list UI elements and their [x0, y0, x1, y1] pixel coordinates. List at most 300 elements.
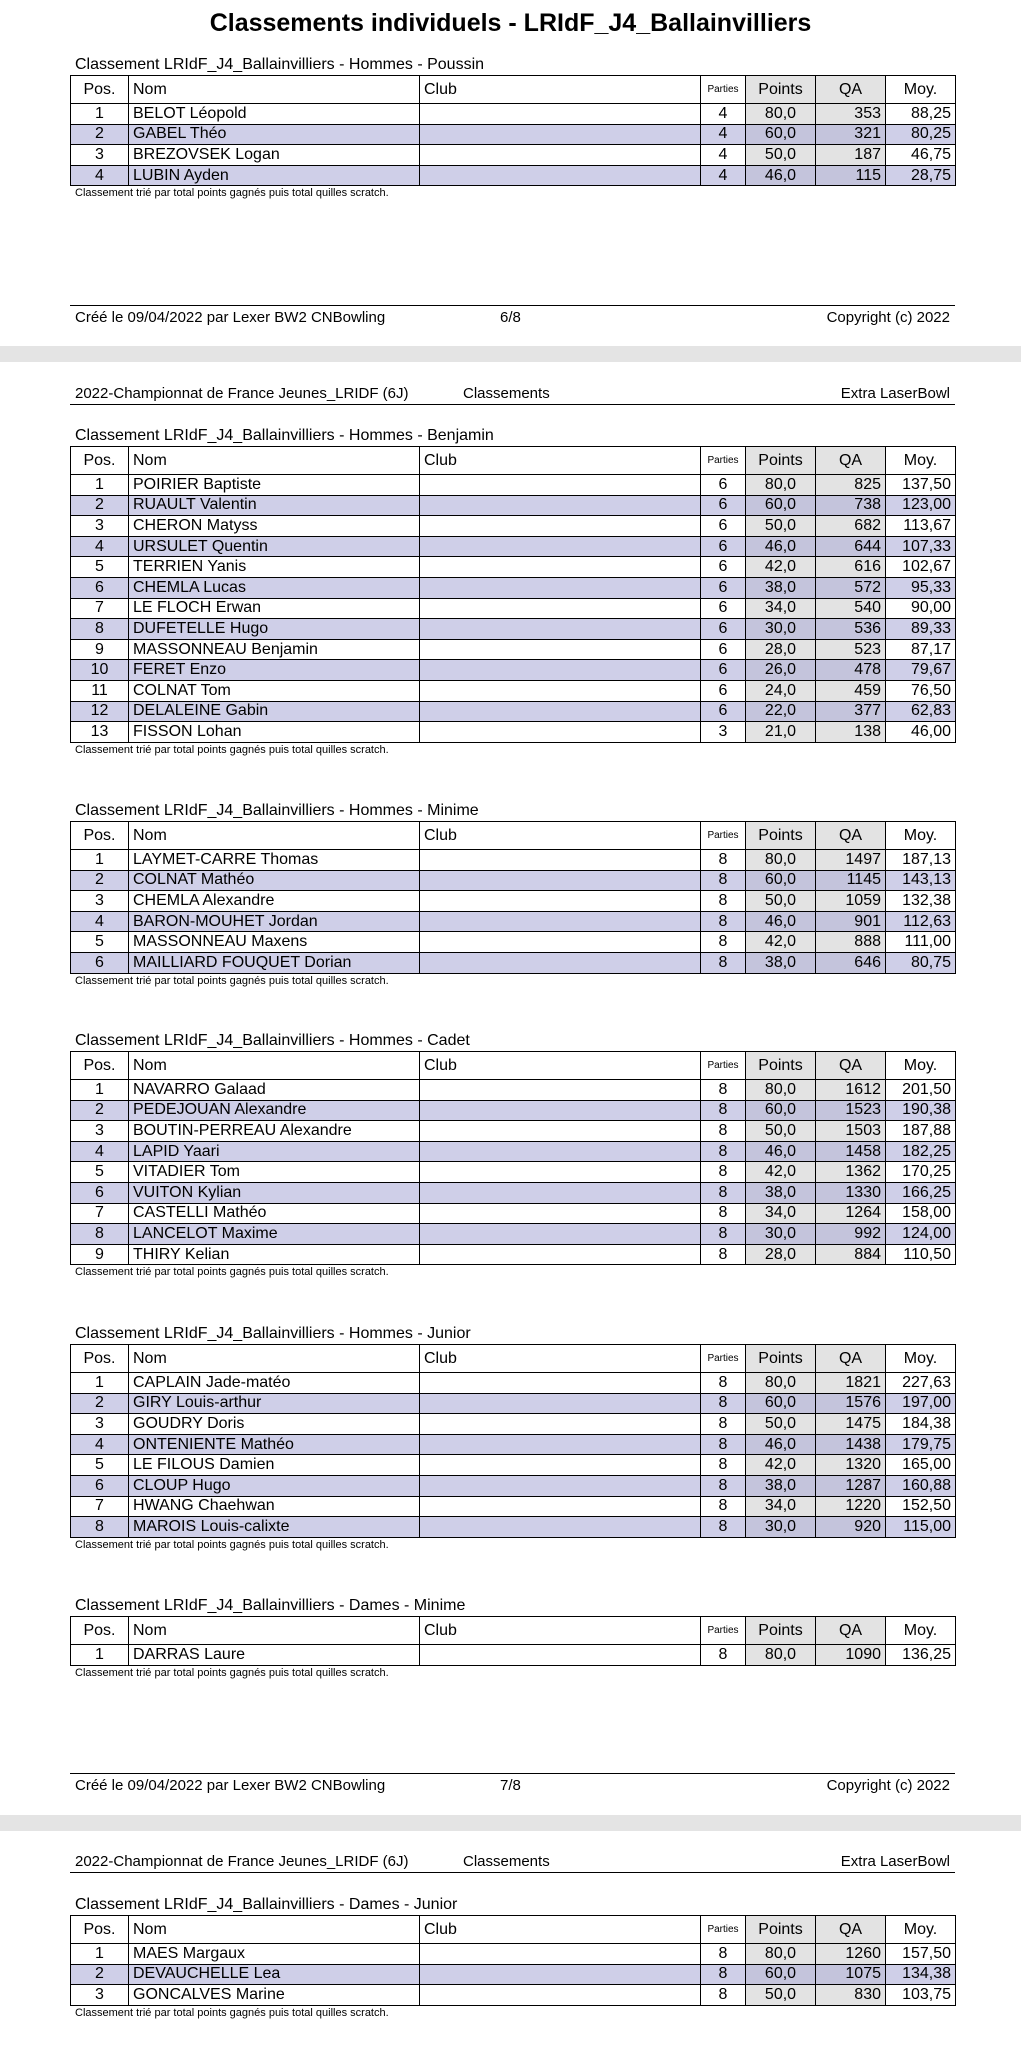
col-header-moy: Moy. — [886, 1916, 956, 1944]
ranking-table — [70, 1344, 956, 1538]
cell-points: 34,0 — [746, 598, 816, 619]
cell-qa: 646 — [816, 952, 886, 973]
cell-nom: HWANG Chaehwan — [129, 1496, 420, 1517]
cell-nom: PEDEJOUAN Alexandre — [129, 1100, 420, 1121]
cell-parties: 8 — [701, 1944, 746, 1965]
cell-club — [420, 1434, 701, 1455]
cell-moy: 113,67 — [886, 516, 956, 537]
cell-club — [420, 1203, 701, 1224]
cell-parties: 4 — [701, 165, 746, 186]
table-row — [71, 1393, 956, 1414]
header-venue: Extra LaserBowl — [840, 385, 950, 402]
cell-nom: MASSONNEAU Maxens — [129, 932, 420, 953]
table-row — [71, 722, 956, 743]
cell-pos: 4 — [71, 536, 129, 557]
cell-points: 60,0 — [746, 1100, 816, 1121]
section-title: Classement LRIdF_J4_Ballainvilliers - Dames - Minime — [75, 1597, 466, 1614]
cell-parties: 3 — [701, 722, 746, 743]
table-row — [71, 850, 956, 871]
cell-points: 46,0 — [746, 1434, 816, 1455]
footer-created: Créé le 09/04/2022 par Lexer BW2 CNBowling — [75, 309, 386, 326]
cell-nom: CHEMLA Alexandre — [129, 891, 420, 912]
cell-points: 46,0 — [746, 911, 816, 932]
col-header-nom: Nom — [129, 1052, 420, 1080]
page-footer — [70, 1773, 955, 1795]
table-row — [71, 911, 956, 932]
ranking-section-junior — [70, 1324, 955, 1552]
cell-points: 42,0 — [746, 1455, 816, 1476]
cell-club — [420, 1475, 701, 1496]
section-title: Classement LRIdF_J4_Ballainvilliers - Hommes - Junior — [75, 1325, 471, 1342]
cell-club — [420, 1645, 701, 1666]
col-header-qa: QA — [816, 1345, 886, 1373]
cell-club — [420, 639, 701, 660]
cell-points: 42,0 — [746, 932, 816, 953]
cell-parties: 8 — [701, 1141, 746, 1162]
cell-nom: MASSONNEAU Benjamin — [129, 639, 420, 660]
section-title: Classement LRIdF_J4_Ballainvilliers - Hommes - Poussin — [75, 56, 485, 73]
table-row — [71, 1434, 956, 1455]
col-header-points: Points — [746, 1916, 816, 1944]
table-row — [71, 870, 956, 891]
cell-qa: 1075 — [816, 1964, 886, 1985]
cell-moy: 190,38 — [886, 1100, 956, 1121]
sort-note: Classement trié par total points gagnés puis total quilles scratch. — [75, 1666, 389, 1679]
cell-nom: FISSON Lohan — [129, 722, 420, 743]
cell-nom: ONTENIENTE Mathéo — [129, 1434, 420, 1455]
col-header-points: Points — [746, 822, 816, 850]
cell-points: 38,0 — [746, 1475, 816, 1496]
col-header-qa: QA — [816, 1617, 886, 1645]
cell-club — [420, 1517, 701, 1538]
cell-pos: 4 — [71, 165, 129, 186]
cell-parties: 8 — [701, 1244, 746, 1265]
cell-qa: 644 — [816, 536, 886, 557]
cell-parties: 8 — [701, 1964, 746, 1985]
cell-pos: 2 — [71, 1393, 129, 1414]
cell-parties: 6 — [701, 619, 746, 640]
cell-qa: 884 — [816, 1244, 886, 1265]
col-header-nom: Nom — [129, 822, 420, 850]
cell-club — [420, 557, 701, 578]
table-header-row — [71, 822, 956, 850]
cell-moy: 157,50 — [886, 1944, 956, 1965]
cell-pos: 8 — [71, 619, 129, 640]
cell-points: 50,0 — [746, 145, 816, 166]
cell-club — [420, 1393, 701, 1414]
col-header-parties: Parties — [701, 1916, 746, 1944]
cell-club — [420, 495, 701, 516]
cell-pos: 5 — [71, 1455, 129, 1476]
cell-nom: RUAULT Valentin — [129, 495, 420, 516]
table-row — [71, 1475, 956, 1496]
cell-pos: 7 — [71, 1203, 129, 1224]
footer-created: Créé le 09/04/2022 par Lexer BW2 CNBowling — [75, 1777, 386, 1794]
cell-club — [420, 1182, 701, 1203]
cell-parties: 8 — [701, 1182, 746, 1203]
cell-club — [420, 660, 701, 681]
document-title: Classements individuels - LRIdF_J4_Ballainvilliers — [209, 9, 812, 37]
cell-moy: 90,00 — [886, 598, 956, 619]
col-header-club: Club — [420, 1345, 701, 1373]
cell-parties: 6 — [701, 701, 746, 722]
cell-qa: 1821 — [816, 1373, 886, 1394]
cell-moy: 184,38 — [886, 1414, 956, 1435]
cell-moy: 111,00 — [886, 932, 956, 953]
cell-nom: MAILLIARD FOUQUET Dorian — [129, 952, 420, 973]
cell-moy: 182,25 — [886, 1141, 956, 1162]
cell-moy: 137,50 — [886, 475, 956, 496]
cell-qa: 572 — [816, 577, 886, 598]
cell-qa: 992 — [816, 1224, 886, 1245]
cell-pos: 4 — [71, 1141, 129, 1162]
cell-points: 50,0 — [746, 1121, 816, 1142]
table-row — [71, 891, 956, 912]
cell-moy: 28,75 — [886, 165, 956, 186]
cell-moy: 170,25 — [886, 1162, 956, 1183]
header-championship: 2022-Championnat de France Jeunes_LRIDF (6J) — [75, 1853, 409, 1870]
cell-club — [420, 911, 701, 932]
cell-club — [420, 850, 701, 871]
cell-pos: 9 — [71, 1244, 129, 1265]
cell-pos: 3 — [71, 1985, 129, 2006]
cell-points: 30,0 — [746, 1517, 816, 1538]
cell-moy: 227,63 — [886, 1373, 956, 1394]
cell-parties: 8 — [701, 1985, 746, 2006]
cell-club — [420, 932, 701, 953]
ranking-section-dames-junior — [70, 1895, 955, 2020]
col-header-points: Points — [746, 1052, 816, 1080]
cell-qa: 1260 — [816, 1944, 886, 1965]
cell-club — [420, 1964, 701, 1985]
cell-moy: 89,33 — [886, 619, 956, 640]
cell-club — [420, 722, 701, 743]
ranking-section-minime — [70, 801, 955, 988]
cell-points: 26,0 — [746, 660, 816, 681]
cell-moy: 46,00 — [886, 722, 956, 743]
cell-pos: 6 — [71, 1475, 129, 1496]
cell-points: 60,0 — [746, 870, 816, 891]
cell-pos: 3 — [71, 1121, 129, 1142]
cell-nom: VUITON Kylian — [129, 1182, 420, 1203]
cell-nom: DELALEINE Gabin — [129, 701, 420, 722]
cell-qa: 825 — [816, 475, 886, 496]
cell-moy: 107,33 — [886, 536, 956, 557]
cell-nom: LE FILOUS Damien — [129, 1455, 420, 1476]
cell-pos: 10 — [71, 660, 129, 681]
cell-club — [420, 145, 701, 166]
cell-qa: 616 — [816, 557, 886, 578]
cell-points: 42,0 — [746, 557, 816, 578]
cell-qa: 478 — [816, 660, 886, 681]
cell-club — [420, 1100, 701, 1121]
cell-pos: 1 — [71, 1645, 129, 1666]
table-row — [71, 952, 956, 973]
cell-parties: 8 — [701, 1475, 746, 1496]
table-row — [71, 1373, 956, 1394]
cell-qa: 1264 — [816, 1203, 886, 1224]
cell-nom: LUBIN Ayden — [129, 165, 420, 186]
cell-nom: POIRIER Baptiste — [129, 475, 420, 496]
cell-parties: 8 — [701, 1162, 746, 1183]
cell-pos: 4 — [71, 1434, 129, 1455]
cell-nom: MAES Margaux — [129, 1944, 420, 1965]
cell-points: 80,0 — [746, 850, 816, 871]
col-header-nom: Nom — [129, 1345, 420, 1373]
page-separator — [0, 1815, 1021, 1831]
cell-club — [420, 598, 701, 619]
cell-parties: 8 — [701, 891, 746, 912]
cell-qa: 1330 — [816, 1182, 886, 1203]
cell-parties: 8 — [701, 1393, 746, 1414]
sort-note: Classement trié par total points gagnés puis total quilles scratch. — [75, 187, 389, 200]
cell-pos: 3 — [71, 1414, 129, 1435]
cell-moy: 187,88 — [886, 1121, 956, 1142]
cell-moy: 115,00 — [886, 1517, 956, 1538]
cell-club — [420, 1121, 701, 1142]
cell-pos: 6 — [71, 1182, 129, 1203]
table-header-row — [71, 1345, 956, 1373]
col-header-moy: Moy. — [886, 1345, 956, 1373]
cell-qa: 138 — [816, 722, 886, 743]
cell-qa: 920 — [816, 1517, 886, 1538]
cell-moy: 152,50 — [886, 1496, 956, 1517]
col-header-points: Points — [746, 1617, 816, 1645]
cell-parties: 8 — [701, 1121, 746, 1142]
cell-points: 80,0 — [746, 1080, 816, 1101]
table-row — [71, 619, 956, 640]
header-classements: Classements — [463, 385, 550, 402]
cell-pos: 5 — [71, 932, 129, 953]
ranking-table — [70, 446, 956, 743]
table-row — [71, 1455, 956, 1476]
cell-nom: DEVAUCHELLE Lea — [129, 1964, 420, 1985]
sort-note: Classement trié par total points gagnés puis total quilles scratch. — [75, 1538, 389, 1551]
col-header-qa: QA — [816, 76, 886, 104]
col-header-moy: Moy. — [886, 76, 956, 104]
footer-copyright: Copyright (c) 2022 — [826, 309, 950, 326]
cell-nom: URSULET Quentin — [129, 536, 420, 557]
cell-points: 38,0 — [746, 577, 816, 598]
col-header-club: Club — [420, 822, 701, 850]
table-row — [71, 701, 956, 722]
col-header-pos: Pos. — [71, 1345, 129, 1373]
ranking-table — [70, 75, 956, 186]
ranking-section-cadet — [70, 1031, 955, 1279]
col-header-pos: Pos. — [71, 447, 129, 475]
cell-club — [420, 1944, 701, 1965]
cell-nom: TERRIEN Yanis — [129, 557, 420, 578]
cell-nom: GIRY Louis-arthur — [129, 1393, 420, 1414]
cell-qa: 1497 — [816, 850, 886, 871]
table-row — [71, 557, 956, 578]
cell-club — [420, 870, 701, 891]
cell-nom: LANCELOT Maxime — [129, 1224, 420, 1245]
table-row — [71, 1182, 956, 1203]
cell-nom: DUFETELLE Hugo — [129, 619, 420, 640]
table-row — [71, 1517, 956, 1538]
cell-club — [420, 701, 701, 722]
cell-club — [420, 1162, 701, 1183]
cell-pos: 5 — [71, 557, 129, 578]
cell-points: 24,0 — [746, 680, 816, 701]
cell-points: 80,0 — [746, 1373, 816, 1394]
table-row — [71, 145, 956, 166]
col-header-points: Points — [746, 447, 816, 475]
cell-moy: 166,25 — [886, 1182, 956, 1203]
cell-points: 28,0 — [746, 639, 816, 660]
cell-moy: 123,00 — [886, 495, 956, 516]
cell-pos: 7 — [71, 598, 129, 619]
table-row — [71, 680, 956, 701]
cell-club — [420, 1224, 701, 1245]
page-header — [70, 1849, 955, 1873]
cell-qa: 1523 — [816, 1100, 886, 1121]
cell-pos: 6 — [71, 577, 129, 598]
col-header-moy: Moy. — [886, 822, 956, 850]
cell-nom: FERET Enzo — [129, 660, 420, 681]
col-header-moy: Moy. — [886, 447, 956, 475]
col-header-nom: Nom — [129, 76, 420, 104]
cell-parties: 6 — [701, 639, 746, 660]
table-row — [71, 516, 956, 537]
cell-points: 46,0 — [746, 1141, 816, 1162]
table-row — [71, 104, 956, 125]
col-header-parties: Parties — [701, 1345, 746, 1373]
table-header-row — [71, 1916, 956, 1944]
sort-note: Classement trié par total points gagnés puis total quilles scratch. — [75, 974, 389, 987]
cell-parties: 6 — [701, 577, 746, 598]
cell-nom: BOUTIN-PERREAU Alexandre — [129, 1121, 420, 1142]
table-row — [71, 660, 956, 681]
cell-qa: 901 — [816, 911, 886, 932]
table-row — [71, 1080, 956, 1101]
cell-club — [420, 165, 701, 186]
cell-club — [420, 1141, 701, 1162]
cell-pos: 9 — [71, 639, 129, 660]
cell-nom: NAVARRO Galaad — [129, 1080, 420, 1101]
cell-pos: 1 — [71, 1944, 129, 1965]
table-row — [71, 639, 956, 660]
table-row — [71, 598, 956, 619]
cell-parties: 8 — [701, 1517, 746, 1538]
cell-nom: CHEMLA Lucas — [129, 577, 420, 598]
cell-moy: 80,25 — [886, 124, 956, 145]
col-header-pos: Pos. — [71, 822, 129, 850]
cell-nom: THIRY Kelian — [129, 1244, 420, 1265]
cell-club — [420, 577, 701, 598]
col-header-moy: Moy. — [886, 1052, 956, 1080]
cell-parties: 6 — [701, 598, 746, 619]
ranking-section-dames-minime — [70, 1596, 955, 1680]
cell-nom: LAYMET-CARRE Thomas — [129, 850, 420, 871]
cell-pos: 2 — [71, 495, 129, 516]
cell-pos: 12 — [71, 701, 129, 722]
cell-club — [420, 516, 701, 537]
cell-nom: LAPID Yaari — [129, 1141, 420, 1162]
cell-moy: 187,13 — [886, 850, 956, 871]
cell-points: 60,0 — [746, 1393, 816, 1414]
cell-club — [420, 536, 701, 557]
cell-moy: 79,67 — [886, 660, 956, 681]
ranking-section-benjamin — [70, 426, 955, 757]
cell-qa: 1576 — [816, 1393, 886, 1414]
cell-qa: 1503 — [816, 1121, 886, 1142]
cell-parties: 8 — [701, 1496, 746, 1517]
cell-pos: 8 — [71, 1517, 129, 1538]
cell-points: 34,0 — [746, 1496, 816, 1517]
page-header — [70, 381, 955, 405]
section-title: Classement LRIdF_J4_Ballainvilliers - Hommes - Minime — [75, 802, 479, 819]
section-title: Classement LRIdF_J4_Ballainvilliers - Hommes - Cadet — [75, 1032, 470, 1049]
cell-club — [420, 104, 701, 125]
page-separator — [0, 346, 1021, 362]
col-header-pos: Pos. — [71, 76, 129, 104]
cell-qa: 1362 — [816, 1162, 886, 1183]
cell-parties: 4 — [701, 124, 746, 145]
cell-club — [420, 1414, 701, 1435]
cell-points: 80,0 — [746, 104, 816, 125]
table-row — [71, 1645, 956, 1666]
cell-pos: 6 — [71, 952, 129, 973]
cell-parties: 6 — [701, 680, 746, 701]
cell-points: 50,0 — [746, 516, 816, 537]
ranking-table — [70, 821, 956, 974]
cell-nom: CHERON Matyss — [129, 516, 420, 537]
col-header-club: Club — [420, 1916, 701, 1944]
cell-moy: 80,75 — [886, 952, 956, 973]
cell-qa: 1458 — [816, 1141, 886, 1162]
cell-points: 30,0 — [746, 1224, 816, 1245]
cell-club — [420, 1985, 701, 2006]
col-header-qa: QA — [816, 1916, 886, 1944]
cell-nom: CASTELLI Mathéo — [129, 1203, 420, 1224]
cell-qa: 523 — [816, 639, 886, 660]
cell-qa: 1287 — [816, 1475, 886, 1496]
cell-parties: 6 — [701, 475, 746, 496]
col-header-nom: Nom — [129, 1617, 420, 1645]
cell-moy: 46,75 — [886, 145, 956, 166]
col-header-parties: Parties — [701, 1617, 746, 1645]
cell-points: 34,0 — [746, 1203, 816, 1224]
cell-points: 80,0 — [746, 1944, 816, 1965]
cell-qa: 1090 — [816, 1645, 886, 1666]
cell-parties: 8 — [701, 1434, 746, 1455]
cell-qa: 1475 — [816, 1414, 886, 1435]
cell-moy: 62,83 — [886, 701, 956, 722]
cell-points: 80,0 — [746, 475, 816, 496]
cell-parties: 6 — [701, 536, 746, 557]
cell-moy: 158,00 — [886, 1203, 956, 1224]
cell-club — [420, 952, 701, 973]
cell-moy: 95,33 — [886, 577, 956, 598]
col-header-points: Points — [746, 76, 816, 104]
cell-parties: 8 — [701, 911, 746, 932]
col-header-parties: Parties — [701, 76, 746, 104]
cell-points: 42,0 — [746, 1162, 816, 1183]
cell-moy: 197,00 — [886, 1393, 956, 1414]
cell-pos: 2 — [71, 1100, 129, 1121]
cell-parties: 8 — [701, 1224, 746, 1245]
cell-points: 22,0 — [746, 701, 816, 722]
col-header-parties: Parties — [701, 822, 746, 850]
cell-parties: 8 — [701, 1100, 746, 1121]
cell-parties: 6 — [701, 660, 746, 681]
table-row — [71, 475, 956, 496]
table-row — [71, 1100, 956, 1121]
header-championship: 2022-Championnat de France Jeunes_LRIDF (6J) — [75, 385, 409, 402]
cell-moy: 110,50 — [886, 1244, 956, 1265]
